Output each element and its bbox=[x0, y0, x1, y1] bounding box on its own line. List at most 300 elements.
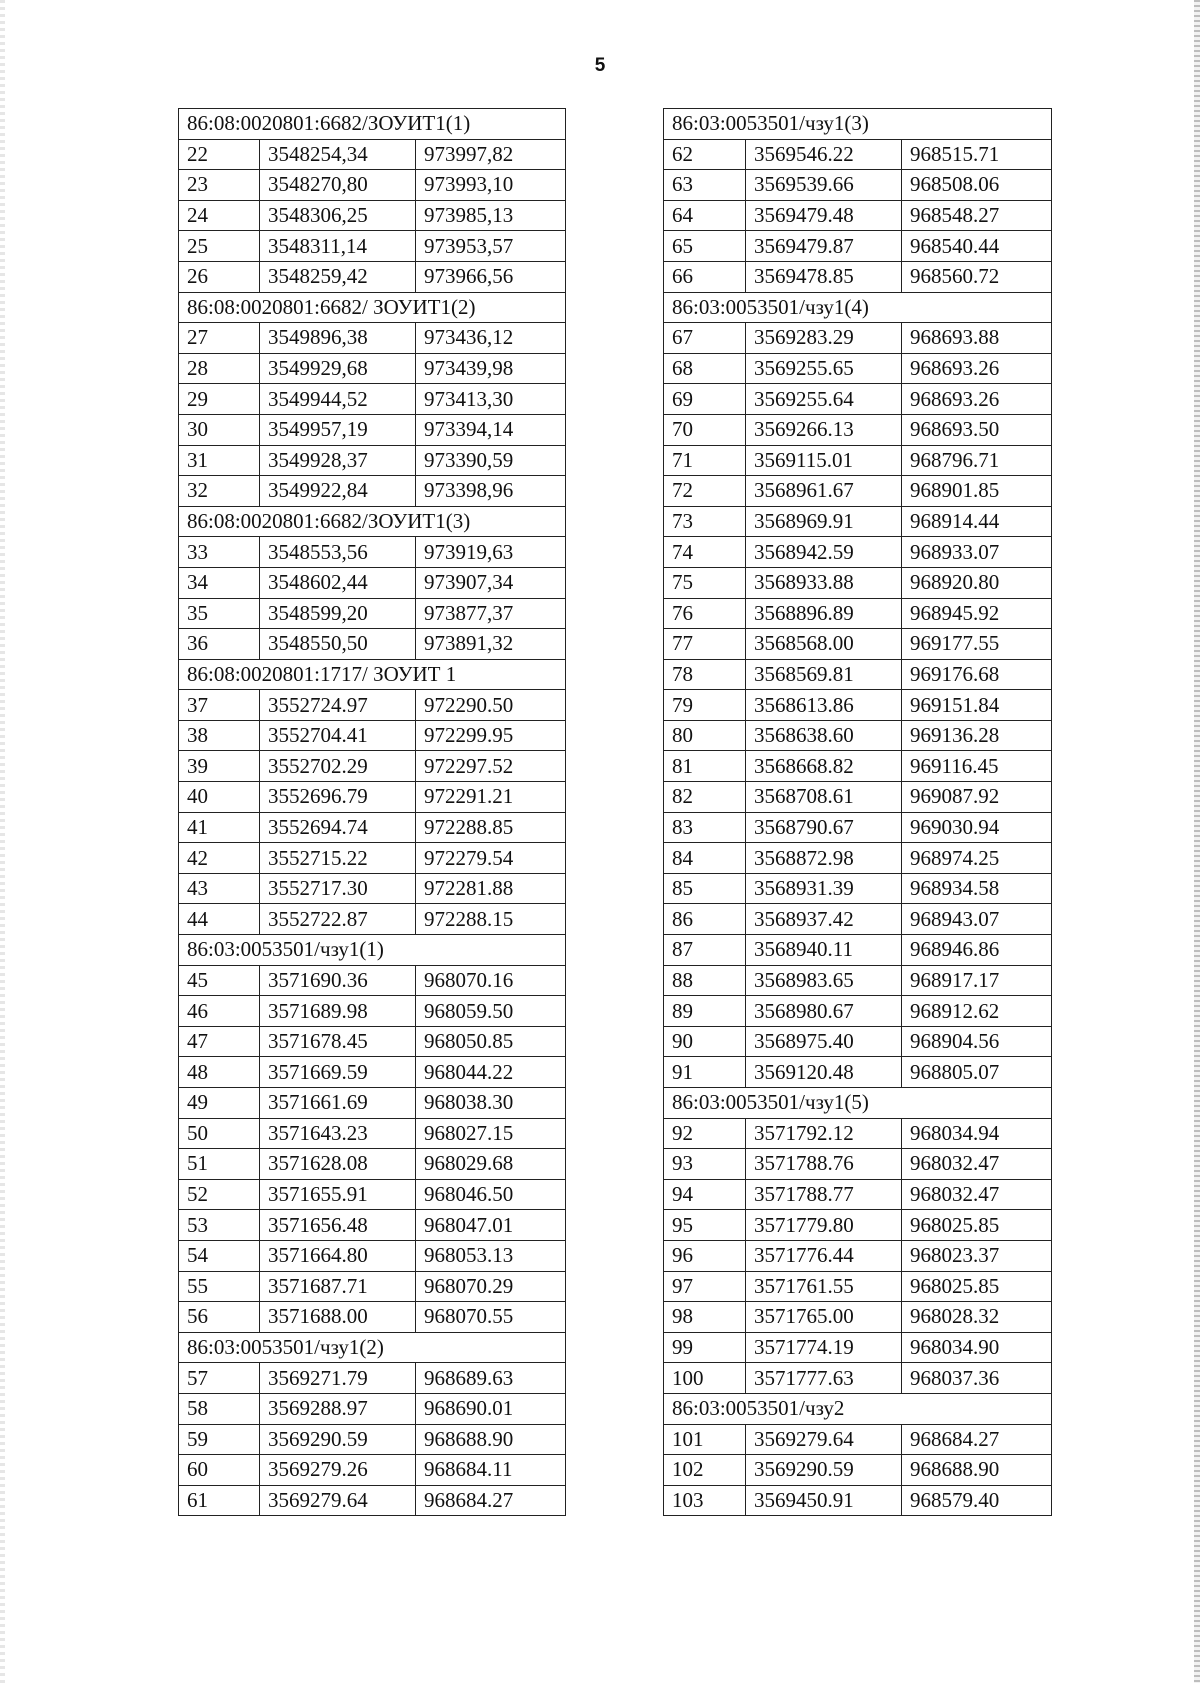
y-coordinate-cell: 968027.15 bbox=[416, 1118, 566, 1149]
table-row bbox=[179, 751, 566, 782]
y-coordinate-cell: 968050.85 bbox=[416, 1026, 566, 1057]
y-coordinate-cell: 973891,32 bbox=[416, 629, 566, 660]
table-row bbox=[179, 261, 566, 292]
x-coordinate-cell: 3549944,52 bbox=[260, 384, 416, 415]
x-coordinate-cell: 3548259,42 bbox=[260, 261, 416, 292]
table-row bbox=[664, 476, 1052, 507]
y-coordinate-cell: 973394,14 bbox=[416, 414, 566, 445]
point-number-cell: 78 bbox=[664, 659, 746, 690]
x-coordinate-cell: 3552696.79 bbox=[260, 782, 416, 813]
x-coordinate-cell: 3549929,68 bbox=[260, 353, 416, 384]
table-row bbox=[664, 1332, 1052, 1363]
point-number-cell: 28 bbox=[179, 353, 260, 384]
table-row bbox=[664, 629, 1052, 660]
table-row bbox=[664, 935, 1052, 966]
table-row bbox=[664, 506, 1052, 537]
y-coordinate-cell: 973993,10 bbox=[416, 170, 566, 201]
table-row bbox=[664, 537, 1052, 568]
table-body bbox=[179, 109, 566, 1516]
x-coordinate-cell: 3548270,80 bbox=[260, 170, 416, 201]
section-header-row bbox=[664, 292, 1052, 323]
point-number-cell: 27 bbox=[179, 323, 260, 354]
table-row bbox=[179, 231, 566, 262]
table-row bbox=[179, 1455, 566, 1486]
x-coordinate-cell: 3568980.67 bbox=[746, 996, 902, 1027]
table-row bbox=[664, 1179, 1052, 1210]
table-row bbox=[179, 996, 566, 1027]
table-row bbox=[664, 384, 1052, 415]
point-number-cell: 100 bbox=[664, 1363, 746, 1394]
y-coordinate-cell: 968044.22 bbox=[416, 1057, 566, 1088]
x-coordinate-cell: 3571688.00 bbox=[260, 1302, 416, 1333]
table-row bbox=[664, 353, 1052, 384]
y-coordinate-cell: 968934.58 bbox=[902, 873, 1052, 904]
x-coordinate-cell: 3552704.41 bbox=[260, 720, 416, 751]
y-coordinate-cell: 973997,82 bbox=[416, 139, 566, 170]
table-row bbox=[179, 537, 566, 568]
y-coordinate-cell: 968046.50 bbox=[416, 1179, 566, 1210]
point-number-cell: 86 bbox=[664, 904, 746, 935]
point-number-cell: 94 bbox=[664, 1179, 746, 1210]
y-coordinate-cell: 973413,30 bbox=[416, 384, 566, 415]
point-number-cell: 23 bbox=[179, 170, 260, 201]
x-coordinate-cell: 3548306,25 bbox=[260, 200, 416, 231]
point-number-cell: 22 bbox=[179, 139, 260, 170]
table-row bbox=[179, 1271, 566, 1302]
cadastral-number-header: 86:03:0053501/чзу2 bbox=[664, 1393, 1052, 1424]
point-number-cell: 93 bbox=[664, 1149, 746, 1180]
y-coordinate-cell: 968028.32 bbox=[902, 1302, 1052, 1333]
x-coordinate-cell: 3571776.44 bbox=[746, 1240, 902, 1271]
y-coordinate-cell: 968693.88 bbox=[902, 323, 1052, 354]
y-coordinate-cell: 968974.25 bbox=[902, 843, 1052, 874]
y-coordinate-cell: 968901.85 bbox=[902, 476, 1052, 507]
cadastral-number-header: 86:08:0020801:1717/ ЗОУИТ 1 bbox=[179, 659, 566, 690]
cadastral-number-header: 86:03:0053501/чзу1(5) bbox=[664, 1088, 1052, 1119]
x-coordinate-cell: 3569271.79 bbox=[260, 1363, 416, 1394]
x-coordinate-cell: 3552722.87 bbox=[260, 904, 416, 935]
y-coordinate-cell: 968912.62 bbox=[902, 996, 1052, 1027]
table-row bbox=[179, 812, 566, 843]
table-row bbox=[179, 1057, 566, 1088]
table-row bbox=[664, 1271, 1052, 1302]
point-number-cell: 29 bbox=[179, 384, 260, 415]
x-coordinate-cell: 3571643.23 bbox=[260, 1118, 416, 1149]
point-number-cell: 103 bbox=[664, 1485, 746, 1516]
point-number-cell: 62 bbox=[664, 139, 746, 170]
point-number-cell: 79 bbox=[664, 690, 746, 721]
x-coordinate-cell: 3571690.36 bbox=[260, 965, 416, 996]
x-coordinate-cell: 3569279.64 bbox=[746, 1424, 902, 1455]
point-number-cell: 49 bbox=[179, 1088, 260, 1119]
x-coordinate-cell: 3569288.97 bbox=[260, 1393, 416, 1424]
x-coordinate-cell: 3571765.00 bbox=[746, 1302, 902, 1333]
table-row bbox=[179, 965, 566, 996]
x-coordinate-cell: 3548602,44 bbox=[260, 567, 416, 598]
cadastral-number-header: 86:08:0020801:6682/ ЗОУИТ1(2) bbox=[179, 292, 566, 323]
x-coordinate-cell: 3568931.39 bbox=[746, 873, 902, 904]
y-coordinate-cell: 968025.85 bbox=[902, 1271, 1052, 1302]
point-number-cell: 85 bbox=[664, 873, 746, 904]
table-row bbox=[664, 1302, 1052, 1333]
scan-edge-right bbox=[1194, 0, 1200, 1683]
point-number-cell: 60 bbox=[179, 1455, 260, 1486]
table-row bbox=[179, 1240, 566, 1271]
y-coordinate-cell: 973436,12 bbox=[416, 323, 566, 354]
table-row bbox=[179, 873, 566, 904]
x-coordinate-cell: 3571761.55 bbox=[746, 1271, 902, 1302]
table-row bbox=[179, 1302, 566, 1333]
table-row bbox=[179, 1363, 566, 1394]
table-row bbox=[664, 782, 1052, 813]
point-number-cell: 48 bbox=[179, 1057, 260, 1088]
x-coordinate-cell: 3568937.42 bbox=[746, 904, 902, 935]
section-header-row bbox=[179, 506, 566, 537]
y-coordinate-cell: 968579.40 bbox=[902, 1485, 1052, 1516]
table-row bbox=[664, 812, 1052, 843]
table-row bbox=[179, 782, 566, 813]
point-number-cell: 61 bbox=[179, 1485, 260, 1516]
y-coordinate-cell: 973390,59 bbox=[416, 445, 566, 476]
x-coordinate-cell: 3569450.91 bbox=[746, 1485, 902, 1516]
y-coordinate-cell: 969116.45 bbox=[902, 751, 1052, 782]
x-coordinate-cell: 3569479.87 bbox=[746, 231, 902, 262]
x-coordinate-cell: 3569255.64 bbox=[746, 384, 902, 415]
point-number-cell: 102 bbox=[664, 1455, 746, 1486]
table-row bbox=[664, 873, 1052, 904]
table-row bbox=[664, 1424, 1052, 1455]
section-header-row bbox=[664, 1088, 1052, 1119]
y-coordinate-cell: 968560.72 bbox=[902, 261, 1052, 292]
table-row bbox=[179, 567, 566, 598]
y-coordinate-cell: 968917.17 bbox=[902, 965, 1052, 996]
y-coordinate-cell: 968689.63 bbox=[416, 1363, 566, 1394]
x-coordinate-cell: 3568668.82 bbox=[746, 751, 902, 782]
y-coordinate-cell: 972281.88 bbox=[416, 873, 566, 904]
y-coordinate-cell: 968946.86 bbox=[902, 935, 1052, 966]
table-row bbox=[664, 200, 1052, 231]
y-coordinate-cell: 968540.44 bbox=[902, 231, 1052, 262]
y-coordinate-cell: 968684.27 bbox=[416, 1485, 566, 1516]
y-coordinate-cell: 972288.15 bbox=[416, 904, 566, 935]
table-row bbox=[179, 414, 566, 445]
point-number-cell: 81 bbox=[664, 751, 746, 782]
table-row bbox=[664, 1363, 1052, 1394]
y-coordinate-cell: 968945.92 bbox=[902, 598, 1052, 629]
y-coordinate-cell: 968029.68 bbox=[416, 1149, 566, 1180]
table-body bbox=[664, 109, 1052, 1516]
point-number-cell: 75 bbox=[664, 567, 746, 598]
table-row bbox=[179, 598, 566, 629]
y-coordinate-cell: 968508.06 bbox=[902, 170, 1052, 201]
x-coordinate-cell: 3568790.67 bbox=[746, 812, 902, 843]
table-row bbox=[664, 1118, 1052, 1149]
table-row bbox=[664, 965, 1052, 996]
y-coordinate-cell: 972290.50 bbox=[416, 690, 566, 721]
x-coordinate-cell: 3569279.26 bbox=[260, 1455, 416, 1486]
point-number-cell: 95 bbox=[664, 1210, 746, 1241]
y-coordinate-cell: 972288.85 bbox=[416, 812, 566, 843]
y-coordinate-cell: 968796.71 bbox=[902, 445, 1052, 476]
table-row bbox=[664, 751, 1052, 782]
point-number-cell: 31 bbox=[179, 445, 260, 476]
table-row bbox=[179, 843, 566, 874]
coordinates-table-left bbox=[178, 108, 566, 1516]
point-number-cell: 34 bbox=[179, 567, 260, 598]
y-coordinate-cell: 968070.29 bbox=[416, 1271, 566, 1302]
x-coordinate-cell: 3568568.00 bbox=[746, 629, 902, 660]
y-coordinate-cell: 973985,13 bbox=[416, 200, 566, 231]
table-row bbox=[664, 843, 1052, 874]
table-row bbox=[664, 567, 1052, 598]
point-number-cell: 68 bbox=[664, 353, 746, 384]
point-number-cell: 37 bbox=[179, 690, 260, 721]
y-coordinate-cell: 968688.90 bbox=[416, 1424, 566, 1455]
y-coordinate-cell: 968693.50 bbox=[902, 414, 1052, 445]
x-coordinate-cell: 3552715.22 bbox=[260, 843, 416, 874]
point-number-cell: 39 bbox=[179, 751, 260, 782]
x-coordinate-cell: 3548311,14 bbox=[260, 231, 416, 262]
x-coordinate-cell: 3568638.60 bbox=[746, 720, 902, 751]
y-coordinate-cell: 968023.37 bbox=[902, 1240, 1052, 1271]
x-coordinate-cell: 3549922,84 bbox=[260, 476, 416, 507]
y-coordinate-cell: 968933.07 bbox=[902, 537, 1052, 568]
cadastral-number-header: 86:03:0053501/чзу1(3) bbox=[664, 109, 1052, 140]
point-number-cell: 25 bbox=[179, 231, 260, 262]
table-row bbox=[664, 231, 1052, 262]
y-coordinate-cell: 968943.07 bbox=[902, 904, 1052, 935]
table-row bbox=[179, 720, 566, 751]
y-coordinate-cell: 972279.54 bbox=[416, 843, 566, 874]
cadastral-number-header: 86:03:0053501/чзу1(1) bbox=[179, 935, 566, 966]
table-row bbox=[664, 1210, 1052, 1241]
table-row bbox=[179, 476, 566, 507]
y-coordinate-cell: 968693.26 bbox=[902, 384, 1052, 415]
point-number-cell: 46 bbox=[179, 996, 260, 1027]
x-coordinate-cell: 3552694.74 bbox=[260, 812, 416, 843]
table-row bbox=[664, 1240, 1052, 1271]
y-coordinate-cell: 968688.90 bbox=[902, 1455, 1052, 1486]
x-coordinate-cell: 3571788.77 bbox=[746, 1179, 902, 1210]
point-number-cell: 56 bbox=[179, 1302, 260, 1333]
y-coordinate-cell: 973907,34 bbox=[416, 567, 566, 598]
y-coordinate-cell: 973919,63 bbox=[416, 537, 566, 568]
point-number-cell: 65 bbox=[664, 231, 746, 262]
point-number-cell: 58 bbox=[179, 1393, 260, 1424]
x-coordinate-cell: 3569478.85 bbox=[746, 261, 902, 292]
y-coordinate-cell: 968914.44 bbox=[902, 506, 1052, 537]
x-coordinate-cell: 3548550,50 bbox=[260, 629, 416, 660]
x-coordinate-cell: 3571689.98 bbox=[260, 996, 416, 1027]
point-number-cell: 45 bbox=[179, 965, 260, 996]
x-coordinate-cell: 3549896,38 bbox=[260, 323, 416, 354]
table-row bbox=[664, 1026, 1052, 1057]
y-coordinate-cell: 969030.94 bbox=[902, 812, 1052, 843]
x-coordinate-cell: 3571774.19 bbox=[746, 1332, 902, 1363]
cadastral-number-header: 86:03:0053501/чзу1(2) bbox=[179, 1332, 566, 1363]
table-row bbox=[664, 1149, 1052, 1180]
x-coordinate-cell: 3569479.48 bbox=[746, 200, 902, 231]
point-number-cell: 30 bbox=[179, 414, 260, 445]
point-number-cell: 99 bbox=[664, 1332, 746, 1363]
table-row bbox=[179, 1149, 566, 1180]
y-coordinate-cell: 968920.80 bbox=[902, 567, 1052, 598]
table-row bbox=[179, 1485, 566, 1516]
x-coordinate-cell: 3568983.65 bbox=[746, 965, 902, 996]
x-coordinate-cell: 3549957,19 bbox=[260, 414, 416, 445]
point-number-cell: 76 bbox=[664, 598, 746, 629]
y-coordinate-cell: 973398,96 bbox=[416, 476, 566, 507]
y-coordinate-cell: 968070.16 bbox=[416, 965, 566, 996]
coordinates-table-right bbox=[663, 108, 1052, 1516]
y-coordinate-cell: 973877,37 bbox=[416, 598, 566, 629]
x-coordinate-cell: 3568961.67 bbox=[746, 476, 902, 507]
x-coordinate-cell: 3569290.59 bbox=[260, 1424, 416, 1455]
point-number-cell: 71 bbox=[664, 445, 746, 476]
page-number: 5 bbox=[594, 55, 606, 76]
y-coordinate-cell: 968548.27 bbox=[902, 200, 1052, 231]
point-number-cell: 41 bbox=[179, 812, 260, 843]
x-coordinate-cell: 3571792.12 bbox=[746, 1118, 902, 1149]
x-coordinate-cell: 3548254,34 bbox=[260, 139, 416, 170]
point-number-cell: 90 bbox=[664, 1026, 746, 1057]
point-number-cell: 26 bbox=[179, 261, 260, 292]
table-row bbox=[664, 1057, 1052, 1088]
table-row bbox=[179, 1210, 566, 1241]
y-coordinate-cell: 968070.55 bbox=[416, 1302, 566, 1333]
table-row bbox=[664, 720, 1052, 751]
point-number-cell: 97 bbox=[664, 1271, 746, 1302]
point-number-cell: 32 bbox=[179, 476, 260, 507]
table-row bbox=[664, 1455, 1052, 1486]
y-coordinate-cell: 969177.55 bbox=[902, 629, 1052, 660]
table-row bbox=[179, 139, 566, 170]
point-number-cell: 69 bbox=[664, 384, 746, 415]
y-coordinate-cell: 968032.47 bbox=[902, 1179, 1052, 1210]
cadastral-number-header: 86:08:0020801:6682/ЗОУИТ1(3) bbox=[179, 506, 566, 537]
x-coordinate-cell: 3548553,56 bbox=[260, 537, 416, 568]
x-coordinate-cell: 3548599,20 bbox=[260, 598, 416, 629]
x-coordinate-cell: 3568942.59 bbox=[746, 537, 902, 568]
point-number-cell: 73 bbox=[664, 506, 746, 537]
y-coordinate-cell: 968032.47 bbox=[902, 1149, 1052, 1180]
table-row bbox=[179, 1088, 566, 1119]
x-coordinate-cell: 3569539.66 bbox=[746, 170, 902, 201]
x-coordinate-cell: 3568872.98 bbox=[746, 843, 902, 874]
x-coordinate-cell: 3571661.69 bbox=[260, 1088, 416, 1119]
table-row bbox=[664, 1485, 1052, 1516]
x-coordinate-cell: 3568896.89 bbox=[746, 598, 902, 629]
table-row bbox=[179, 200, 566, 231]
point-number-cell: 54 bbox=[179, 1240, 260, 1271]
section-header-row bbox=[664, 109, 1052, 140]
section-header-row bbox=[179, 292, 566, 323]
point-number-cell: 24 bbox=[179, 200, 260, 231]
x-coordinate-cell: 3549928,37 bbox=[260, 445, 416, 476]
point-number-cell: 87 bbox=[664, 935, 746, 966]
section-header-row bbox=[179, 1332, 566, 1363]
x-coordinate-cell: 3569283.29 bbox=[746, 323, 902, 354]
y-coordinate-cell: 968805.07 bbox=[902, 1057, 1052, 1088]
y-coordinate-cell: 968034.90 bbox=[902, 1332, 1052, 1363]
table-row bbox=[179, 384, 566, 415]
point-number-cell: 35 bbox=[179, 598, 260, 629]
x-coordinate-cell: 3569266.13 bbox=[746, 414, 902, 445]
table-row bbox=[179, 629, 566, 660]
x-coordinate-cell: 3569115.01 bbox=[746, 445, 902, 476]
point-number-cell: 50 bbox=[179, 1118, 260, 1149]
x-coordinate-cell: 3571788.76 bbox=[746, 1149, 902, 1180]
point-number-cell: 44 bbox=[179, 904, 260, 935]
y-coordinate-cell: 969176.68 bbox=[902, 659, 1052, 690]
x-coordinate-cell: 3568975.40 bbox=[746, 1026, 902, 1057]
y-coordinate-cell: 969136.28 bbox=[902, 720, 1052, 751]
section-header-row bbox=[179, 109, 566, 140]
table-row bbox=[664, 659, 1052, 690]
point-number-cell: 77 bbox=[664, 629, 746, 660]
x-coordinate-cell: 3569120.48 bbox=[746, 1057, 902, 1088]
point-number-cell: 64 bbox=[664, 200, 746, 231]
table-row bbox=[664, 690, 1052, 721]
y-coordinate-cell: 968053.13 bbox=[416, 1240, 566, 1271]
x-coordinate-cell: 3569255.65 bbox=[746, 353, 902, 384]
point-number-cell: 63 bbox=[664, 170, 746, 201]
x-coordinate-cell: 3568708.61 bbox=[746, 782, 902, 813]
scan-edge-left bbox=[0, 0, 5, 1683]
y-coordinate-cell: 968025.85 bbox=[902, 1210, 1052, 1241]
point-number-cell: 43 bbox=[179, 873, 260, 904]
point-number-cell: 42 bbox=[179, 843, 260, 874]
point-number-cell: 38 bbox=[179, 720, 260, 751]
cadastral-number-header: 86:08:0020801:6682/ЗОУИТ1(1) bbox=[179, 109, 566, 140]
section-header-row bbox=[664, 1393, 1052, 1424]
x-coordinate-cell: 3569290.59 bbox=[746, 1455, 902, 1486]
cadastral-number-header: 86:03:0053501/чзу1(4) bbox=[664, 292, 1052, 323]
point-number-cell: 91 bbox=[664, 1057, 746, 1088]
y-coordinate-cell: 969087.92 bbox=[902, 782, 1052, 813]
point-number-cell: 98 bbox=[664, 1302, 746, 1333]
x-coordinate-cell: 3552702.29 bbox=[260, 751, 416, 782]
x-coordinate-cell: 3552724.97 bbox=[260, 690, 416, 721]
point-number-cell: 59 bbox=[179, 1424, 260, 1455]
point-number-cell: 74 bbox=[664, 537, 746, 568]
table-row bbox=[179, 1118, 566, 1149]
table-row bbox=[179, 353, 566, 384]
y-coordinate-cell: 968037.36 bbox=[902, 1363, 1052, 1394]
table-row bbox=[664, 445, 1052, 476]
point-number-cell: 40 bbox=[179, 782, 260, 813]
point-number-cell: 51 bbox=[179, 1149, 260, 1180]
x-coordinate-cell: 3569279.64 bbox=[260, 1485, 416, 1516]
table-row bbox=[179, 1424, 566, 1455]
y-coordinate-cell: 969151.84 bbox=[902, 690, 1052, 721]
x-coordinate-cell: 3568969.91 bbox=[746, 506, 902, 537]
table-row bbox=[179, 1179, 566, 1210]
table-row bbox=[664, 996, 1052, 1027]
x-coordinate-cell: 3571687.71 bbox=[260, 1271, 416, 1302]
y-coordinate-cell: 968059.50 bbox=[416, 996, 566, 1027]
table-row bbox=[179, 170, 566, 201]
table-row bbox=[179, 445, 566, 476]
table-row bbox=[179, 1026, 566, 1057]
table-row bbox=[179, 1393, 566, 1424]
x-coordinate-cell: 3552717.30 bbox=[260, 873, 416, 904]
point-number-cell: 47 bbox=[179, 1026, 260, 1057]
x-coordinate-cell: 3571779.80 bbox=[746, 1210, 902, 1241]
point-number-cell: 88 bbox=[664, 965, 746, 996]
point-number-cell: 80 bbox=[664, 720, 746, 751]
x-coordinate-cell: 3569546.22 bbox=[746, 139, 902, 170]
